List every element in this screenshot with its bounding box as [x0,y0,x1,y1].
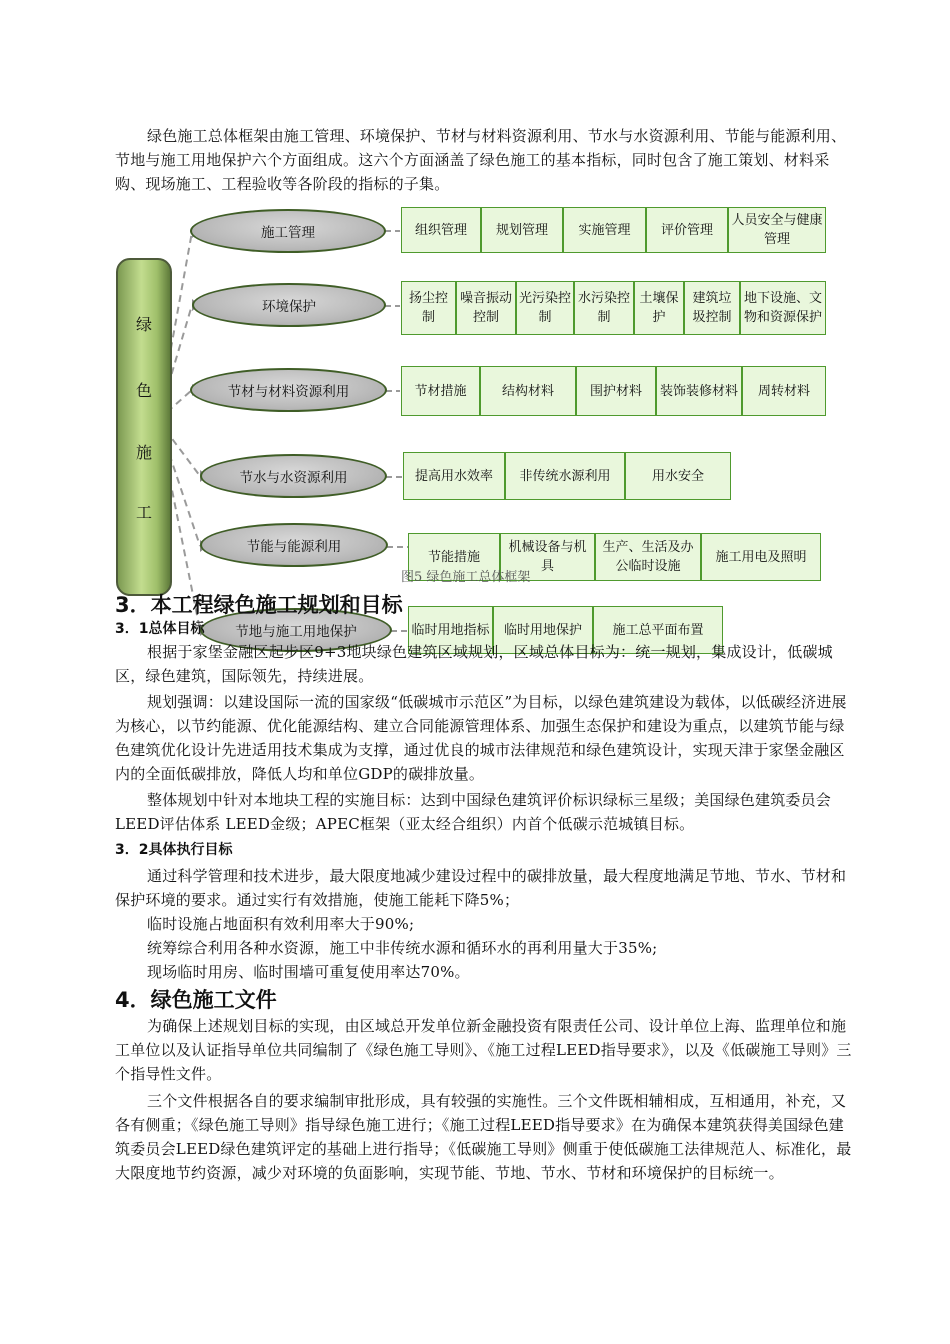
leaf-water-efficiency: 提高用水效率 [403,452,505,500]
leaf-envelope-materials: 围护材料 [576,366,656,416]
leaf-temporary-land-protection: 临时用地保护 [493,606,593,654]
section3-1-heading: 3．1总体目标 [115,621,205,637]
leaf-water-safety: 用水安全 [625,452,731,500]
section3-paragraph-4: 通过科学管理和技术进步，最大限度地减少建设过程中的碳排放量，最大程度地满足节地、节水、节材和保护环境的要求。通过实行有效措施，使施工能耗下降5%； [115,867,847,909]
leaf-organization-management: 组织管理 [401,207,481,253]
section3-paragraph-2: 规划强调：以建设国际一流的国家级“低碳城市示范区”为目标，以绿色建筑建设为载体，以低碳经济进展为核心，以节约能源、优化能源结构、建立合同能源管理体系、加强生态保护和建设为重点，以建筑节能与绿色建筑优化设计先进适用技术集成为支撑，通过优良的城市法律规范和绿色建筑设计，实现天津于家堡金融区内的全面低碳排放，降低人均和单位GDP的碳排放量。 [115,693,847,783]
leaf-planning-management: 规划管理 [481,207,563,253]
leaf-construction-waste-control: 建筑垃圾控制 [684,281,740,335]
root-char-2: 色 [135,381,152,400]
root-char-3: 施 [135,443,152,462]
leaf-underground-relics-resources: 地下设施、文物和资源保护 [740,281,826,335]
section3-paragraph-1: 根据于家堡金融区起步区9+3地块绿色建筑区域规划，区域总体目标为：统一规划，集成设计，低碳城区，绿色建筑，国际领先，持续进展。 [115,643,833,685]
leaf-light-pollution-control: 光污染控制 [516,281,574,335]
intro-paragraph: 绿色施工总体框架由施工管理、环境保护、节材与材料资源利用、节水与水资源利用、节能与能源利用、节地与施工用地保护六个方面组成。这六个方面涵盖了绿色施工的基本指标，同时包含了施工策划、材料采购、现场施工、工程验收等各阶段的指标的子集。 [115,127,847,193]
leaf-personnel-safety-health: 人员安全与健康管理 [728,207,826,253]
leaf-implementation-management: 实施管理 [563,207,646,253]
leaf-machinery-equipment: 机械设备与机具 [500,533,595,581]
branch-environmental-protection: 环境保护 [192,283,386,327]
leaf-site-layout: 施工总平面布置 [593,606,723,654]
section3-paragraph-5: 临时设施占地面积有效利用率大于90%; [147,915,415,933]
leaf-temporary-land-index: 临时用地指标 [408,606,493,654]
leaf-non-traditional-water: 非传统水源利用 [505,452,625,500]
section3-2-heading: 3．2具体执行目标 [115,842,233,858]
branch-material-saving: 节材与材料资源利用 [190,368,387,412]
section3-paragraph-7: 现场临时用房、临时围墙可重复使用率达70%。 [147,963,470,981]
leaf-dust-control: 扬尘控制 [401,281,456,335]
section3-paragraph-3: 整体规划中针对本地块工程的实施目标：达到中国绿色建筑评价标识绿标三星级；美国绿色建筑委员会LEED评估体系 LEED金级；APEC框架（亚太经合组织）内首个低碳示范城镇目标。 [115,791,832,833]
leaf-turnover-materials: 周转材料 [742,366,826,416]
leaf-water-pollution-control: 水污染控制 [574,281,634,335]
leaf-temporary-facilities: 生产、生活及办公临时设施 [595,533,701,581]
branch-water-saving: 节水与水资源利用 [200,454,387,498]
section3-heading: 3．本工程绿色施工规划和目标 [115,593,403,617]
root-char-4: 工 [135,503,152,522]
green-construction-framework-diagram [0,0,950,660]
section4-paragraph-2: 三个文件根据各自的要求编制审批形成，具有较强的实施性。三个文件既相辅相成，互相通用，补充，又各有侧重；《绿色施工导则》指导绿色施工进行；《施工过程LEED指导要求》在为确保本建筑获得美国绿色建筑委员会LEED绿色建筑评定的基础上进行指导；《低碳施工导则》侧重于使低碳施工法律规范人、标准化，最大限度地节约资源，减少对环境的负面影响，实现节能、节地、节水、节材和环境保护的目标统一。 [115,1092,852,1182]
leaf-decoration-materials: 装饰装修材料 [656,366,742,416]
section3-paragraph-6: 统筹综合利用各种水资源，施工中非传统水源和循环水的再利用量大于35%; [147,939,658,957]
leaf-evaluation-management: 评价管理 [646,207,728,253]
leaf-structural-materials: 结构材料 [480,366,576,416]
branch-construction-management: 施工管理 [190,209,386,253]
root-node-green-construction [116,258,172,596]
branch-land-saving: 节地与施工用地保护 [200,608,392,652]
section4-paragraph-1: 为确保上述规划目标的实现，由区域总开发单位新金融投资有限责任公司、设计单位上海、监理单位和施工单位以及认证指导单位共同编制了《绿色施工导则》、《施工过程LEED指导要求》，以及《低碳施工导则》三个指导性文件。 [115,1017,852,1083]
leaf-construction-electricity: 施工用电及照明 [701,533,821,581]
section4-heading: 4．绿色施工文件 [115,988,277,1012]
root-char-1: 绿 [135,315,152,334]
leaf-material-saving-measures: 节材措施 [401,366,480,416]
branch-energy-saving: 节能与能源利用 [200,523,388,567]
figure-caption: 图5 绿色施工总体框架 [401,570,531,585]
leaf-energy-saving-measures: 节能措施 [408,533,500,581]
leaf-soil-protection: 土壤保护 [634,281,684,335]
leaf-noise-vibration-control: 噪音振动控制 [456,281,516,335]
